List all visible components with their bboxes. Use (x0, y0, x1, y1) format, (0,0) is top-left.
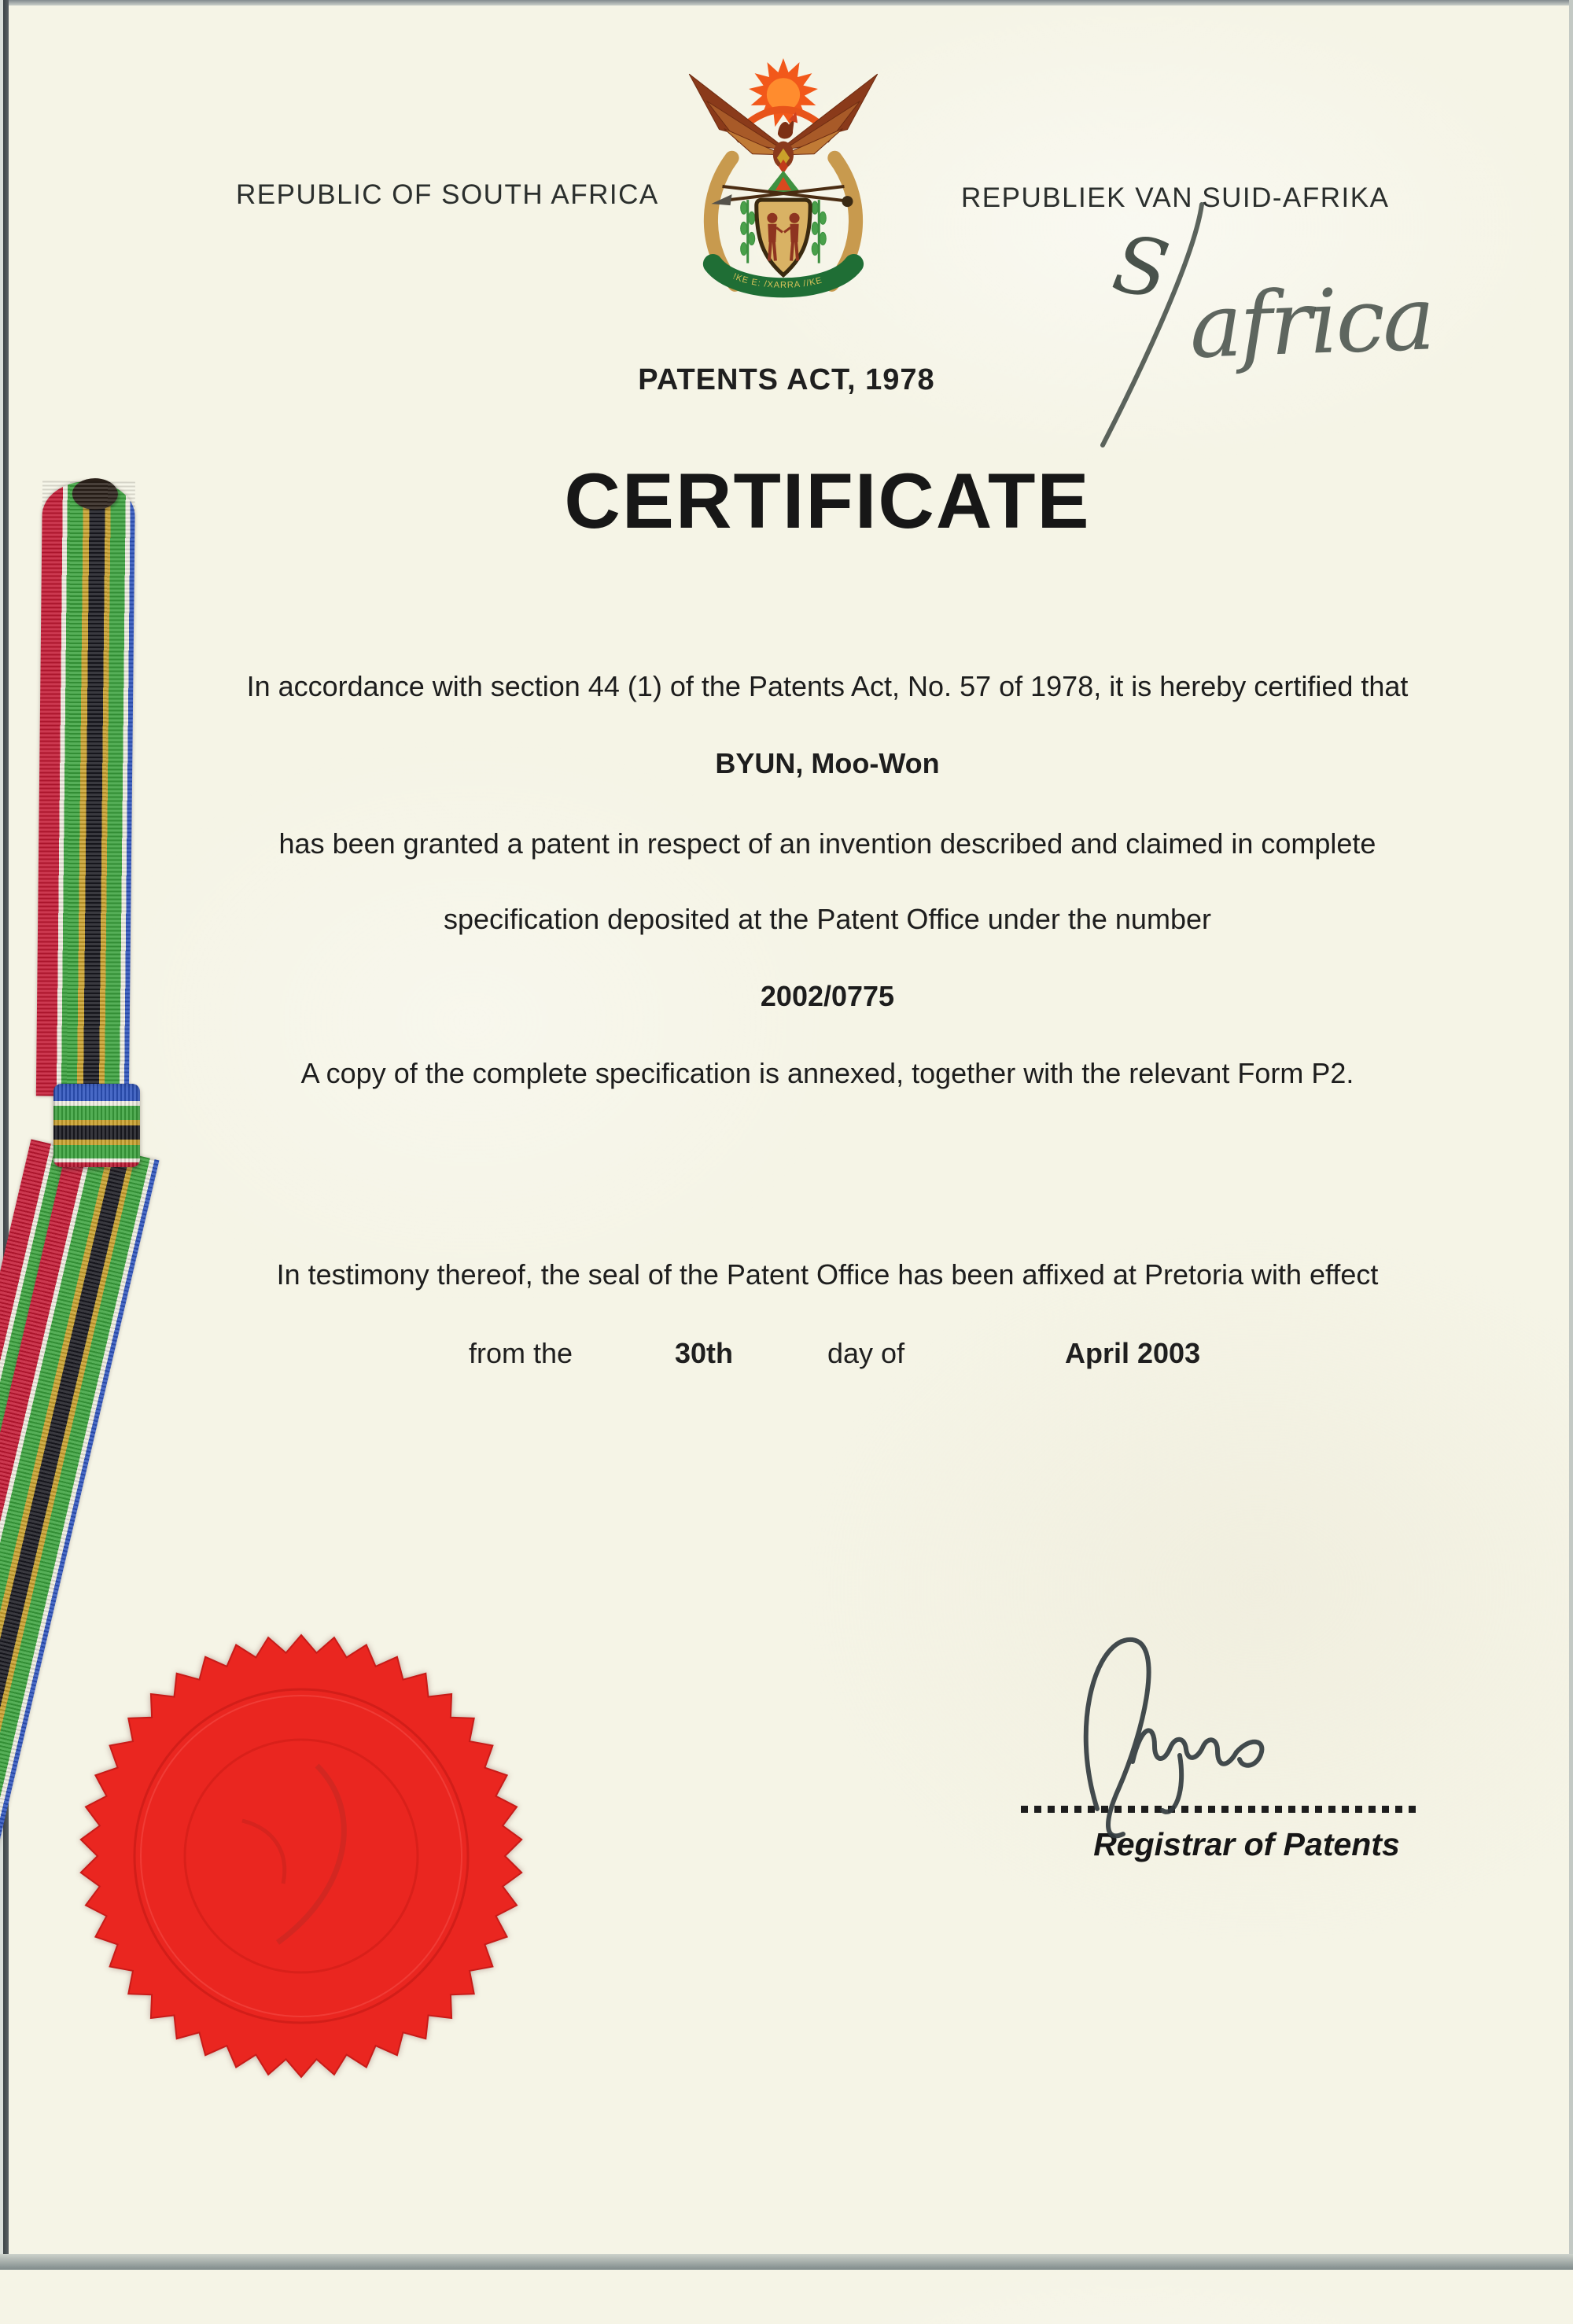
handwriting-prefix: S (1106, 217, 1176, 318)
ribbon-upper (36, 481, 135, 1096)
country-name-english: REPUBLIC OF SOUTH AFRICA (236, 179, 659, 210)
registrar-label: Registrar of Patents (1093, 1826, 1400, 1862)
south-africa-coat-of-arms-icon (676, 53, 898, 315)
act-title: PATENTS ACT, 1978 (638, 363, 935, 396)
handwritten-annotation (1084, 198, 1461, 466)
ribbon-top-tip (72, 478, 118, 510)
certificate-title: CERTIFICATE (564, 457, 1091, 544)
date-day-value: 30th (675, 1337, 734, 1369)
emblem-horizon-arc (750, 109, 817, 121)
date-of-label: day of (827, 1337, 905, 1369)
registrar-signature (1054, 1612, 1313, 1848)
patentee-name: BYUN, Moo-Won (715, 747, 940, 779)
seal-sawtooth-disc (81, 1635, 521, 2077)
body-line-copy: A copy of the complete specification is annexed, together with the relevant Form P2. (300, 1057, 1354, 1089)
body-line-testimony: In testimony thereof, the seal of the Patent Office has been affixed at Pretoria with effect (276, 1258, 1379, 1291)
body-line-specification: specification deposited at the Patent Office under the number (444, 903, 1211, 935)
scan-edge-top (0, 0, 1573, 6)
emblem-shield (757, 200, 810, 275)
ribbon-knot (53, 1084, 140, 1167)
date-line (0, 1337, 1573, 1376)
country-name-afrikaans: REPUBLIEK VAN SUID-AFRIKA (961, 182, 1390, 213)
patent-office-seal (77, 1632, 525, 2080)
body-line-intro: In accordance with section 44 (1) of the Patents Act, No. 57 of 1978, it is hereby certified that (246, 670, 1409, 702)
date-month-year-value: April 2003 (1065, 1337, 1201, 1369)
emblem-motto-text: !KE E: /XARRA //KE (731, 271, 824, 290)
handwriting-word: africa (1188, 267, 1435, 378)
emblem-protea (766, 171, 801, 193)
body-line-granted: has been granted a patent in respect of an invention described and claimed in complete (278, 827, 1376, 860)
patent-number: 2002/0775 (760, 980, 895, 1012)
scan-edge-bottom (0, 2254, 1573, 2270)
scan-edge-left-dark (3, 0, 9, 2270)
date-from-label: from the (469, 1337, 573, 1369)
scan-edge-right (1569, 0, 1573, 2270)
